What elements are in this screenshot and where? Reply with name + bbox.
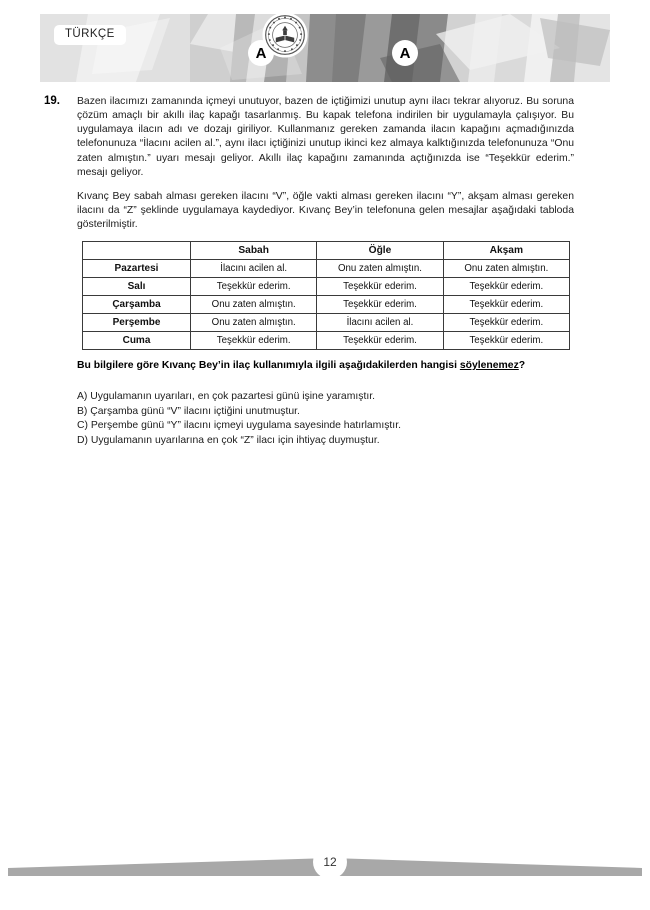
- cell-cuma-ogle: Teşekkür ederim.: [317, 332, 443, 350]
- booklet-code-badge-left: A: [248, 40, 274, 66]
- table-row: [83, 296, 570, 314]
- subject-label: TÜRKÇE: [54, 25, 126, 45]
- row-label-carsamba: Çarşamba: [83, 296, 191, 314]
- cell-persembe-aksam: Teşekkür ederim.: [443, 314, 569, 332]
- column-header-ogle: Öğle: [317, 242, 443, 260]
- table-header-row: [83, 242, 570, 260]
- header-polygon-pattern: [40, 14, 610, 82]
- messages-table: [82, 241, 570, 350]
- answer-option-c[interactable]: C) Perşembe günü “Y” ilacını içmeyi uygulama sayesinde hatırlamıştır.: [77, 420, 401, 432]
- prompt-text-before: Bu bilgilere göre Kıvanç Bey’in ilaç kullanımıyla ilgili aşağıdakilerden hangisi: [77, 360, 460, 371]
- column-header-aksam: Akşam: [443, 242, 569, 260]
- page-number-badge: 12: [313, 845, 347, 879]
- table-row: [83, 332, 570, 350]
- answer-option-a[interactable]: A) Uygulamanın uyarıları, en çok pazartesi günü işine yaramıştır.: [77, 391, 375, 402]
- cell-cuma-aksam: Teşekkür ederim.: [443, 332, 569, 350]
- cell-carsamba-sabah: Onu zaten almıştın.: [191, 296, 317, 314]
- table-corner-cell: [83, 242, 191, 260]
- page-header-banner: [40, 14, 610, 82]
- question-paragraph-2: Kıvanç Bey sabah alması gereken ilacını “V”, öğle vakti alması gereken ilacını “Y”, akşam alması gereken ilacını da “Z” şeklinde uygulamaya kaydediyor. Kıvanç Bey’in telefonuna gelen mesajlar aşağıdaki tabloda gösterilmiştir.: [77, 191, 574, 231]
- answer-option-d[interactable]: D) Uygulamanın uyarılarına en çok “Z” ilacı için ihtiyaç duymuştur.: [77, 434, 380, 446]
- cell-persembe-sabah: Onu zaten almıştın.: [191, 314, 317, 332]
- table-row: [83, 314, 570, 332]
- question-number: 19.: [44, 95, 60, 107]
- ministry-emblem-icon: [262, 12, 308, 58]
- row-label-persembe: Perşembe: [83, 314, 191, 332]
- question-paragraph-1: Bazen ilacımızı zamanında içmeyi unutuyor, bazen de içtiğimizi unutup aynı ilacı tekrar alıyoruz. Bu soruna çözüm amaçlı bir akıllı ilaç kapağı tasarlanmış. Bu kapak telefona indirilen bir uygulamayla çalışıyor. Bu uygulamaya ilacın adı ve dozajı giriliyor. Kullanmanız gereken zamanda ilacın kapağını açmadığınızda telefonunuza “İlacını acilen al.”, aynı ilacı içtiğinizi unutup ikinci kez almaya kalktığınızda telefonunuza “Onu zaten almıştın.” uyarı mesajı geliyor. Akıllı ilaç kapağını zamanında açtığınızda ise “Teşekkür ederim.” mesajı geliyor.: [77, 96, 574, 178]
- cell-cuma-sabah: Teşekkür ederim.: [191, 332, 317, 350]
- column-header-sabah: Sabah: [191, 242, 317, 260]
- cell-sali-aksam: Teşekkür ederim.: [443, 278, 569, 296]
- cell-sali-sabah: Teşekkür ederim.: [191, 278, 317, 296]
- answer-option-b[interactable]: B) Çarşamba günü “V” ilacını içtiğini unutmuştur.: [77, 405, 300, 417]
- row-label-cuma: Cuma: [83, 332, 191, 350]
- messages-table-head: [83, 242, 570, 260]
- question-prompt: [77, 360, 577, 371]
- cell-sali-ogle: Teşekkür ederim.: [317, 278, 443, 296]
- cell-pazartesi-sabah: İlacını acilen al.: [191, 260, 317, 278]
- row-label-sali: Salı: [83, 278, 191, 296]
- table-row: [83, 278, 570, 296]
- row-label-pazartesi: Pazartesi: [83, 260, 191, 278]
- cell-carsamba-aksam: Teşekkür ederim.: [443, 296, 569, 314]
- cell-pazartesi-aksam: Onu zaten almıştın.: [443, 260, 569, 278]
- prompt-emphasis: söylenemez: [459, 360, 519, 371]
- prompt-text-after: ?: [518, 360, 526, 371]
- messages-table-body: [83, 260, 570, 350]
- cell-pazartesi-ogle: Onu zaten almıştın.: [317, 260, 443, 278]
- booklet-code-badge-right: A: [392, 40, 418, 66]
- answer-options: [77, 390, 577, 448]
- cell-persembe-ogle: İlacını acilen al.: [317, 314, 443, 332]
- cell-carsamba-ogle: Teşekkür ederim.: [317, 296, 443, 314]
- table-row: [83, 260, 570, 278]
